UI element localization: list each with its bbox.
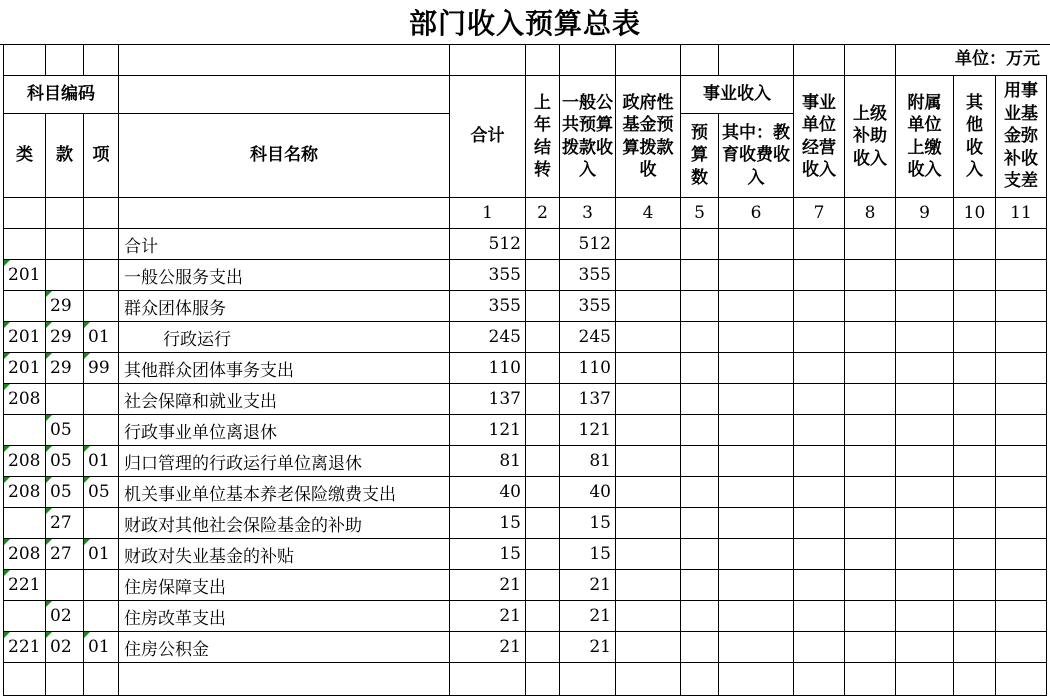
affiliated-value — [896, 508, 954, 539]
gov-fund-value — [616, 384, 681, 415]
budget-amount-value — [681, 353, 719, 384]
affiliated-value — [896, 570, 954, 601]
text-number-marker — [46, 291, 52, 297]
subject-name: 机关事业单位基本养老保险缴费支出 — [119, 477, 450, 508]
carryover-value — [526, 291, 560, 322]
general-budget-value: 40 — [560, 477, 616, 508]
unit-row — [0, 44, 1050, 75]
table-row — [4, 446, 1047, 477]
affiliated-value — [896, 539, 954, 570]
code-xiang: 01 — [84, 446, 119, 477]
code-kuan: 05 — [46, 477, 84, 508]
text-number-marker — [4, 539, 10, 545]
subsidy-value — [845, 260, 896, 291]
affiliated-value — [896, 384, 954, 415]
text-number-marker — [46, 446, 52, 452]
code-lei: 201 — [4, 260, 46, 291]
table-row — [4, 632, 1047, 663]
budget-amount-value — [681, 477, 719, 508]
text-number-marker — [84, 322, 90, 328]
budget-amount-value — [681, 260, 719, 291]
text-number-marker — [4, 632, 10, 638]
general-budget-value: 355 — [560, 260, 616, 291]
business-income-value — [794, 353, 845, 384]
affiliated-value — [896, 322, 954, 353]
other-value — [954, 260, 996, 291]
general-budget-value: 355 — [560, 291, 616, 322]
general-budget-value: 121 — [560, 415, 616, 446]
fund-supplement-value — [996, 601, 1047, 632]
carryover-value — [526, 632, 560, 663]
code-xiang — [84, 508, 119, 539]
other-value — [954, 353, 996, 384]
gov-fund-value — [616, 539, 681, 570]
edu-fee-value — [719, 322, 794, 353]
subject-name: 一般公服务支出 — [119, 260, 450, 291]
subsidy-value — [845, 353, 896, 384]
fund-supplement-value — [996, 384, 1047, 415]
affiliated-value — [896, 229, 954, 260]
subject-name: 行政运行 — [119, 322, 450, 353]
header-general-budget: 一般公共预算拨款收入 — [562, 92, 613, 180]
budget-amount-value — [681, 570, 719, 601]
total-value: 110 — [450, 353, 526, 384]
other-value — [954, 229, 996, 260]
budget-amount-value — [681, 291, 719, 322]
general-budget-value: 21 — [560, 601, 616, 632]
table-row — [4, 353, 1047, 384]
code-kuan — [46, 260, 84, 291]
header-code-group: 科目编码 — [4, 76, 119, 114]
code-kuan — [46, 229, 84, 260]
fund-supplement-value — [996, 353, 1047, 384]
business-income-value — [794, 601, 845, 632]
text-number-marker — [84, 353, 90, 359]
edu-fee-value — [719, 229, 794, 260]
code-xiang — [84, 229, 119, 260]
gov-fund-value — [616, 601, 681, 632]
code-lei — [4, 601, 46, 632]
gov-fund-value — [616, 291, 681, 322]
header-subsidy: 上级补助收入 — [853, 103, 887, 169]
fund-supplement-value — [996, 570, 1047, 601]
header-career-income: 事业收入 — [681, 76, 794, 114]
code-xiang — [84, 291, 119, 322]
budget-amount-value — [681, 322, 719, 353]
gov-fund-value — [616, 260, 681, 291]
carryover-value — [526, 508, 560, 539]
table-row — [4, 291, 1047, 322]
text-number-marker — [46, 539, 52, 545]
code-lei: 221 — [4, 632, 46, 663]
fund-supplement-value — [996, 229, 1047, 260]
code-lei: 201 — [4, 322, 46, 353]
budget-amount-value — [681, 508, 719, 539]
business-income-value — [794, 570, 845, 601]
carryover-value — [526, 260, 560, 291]
affiliated-value — [896, 291, 954, 322]
budget-amount-value — [681, 384, 719, 415]
subject-name: 群众团体服务 — [119, 291, 450, 322]
business-income-value — [794, 539, 845, 570]
business-income-value — [794, 229, 845, 260]
general-budget-value: 245 — [560, 322, 616, 353]
code-lei: 201 — [4, 353, 46, 384]
carryover-value — [526, 446, 560, 477]
col-number: 11 — [996, 198, 1047, 229]
subsidy-value — [845, 322, 896, 353]
edu-fee-value — [719, 446, 794, 477]
table-row — [4, 570, 1047, 601]
edu-fee-value — [719, 384, 794, 415]
subject-name: 归口管理的行政运行单位离退休 — [119, 446, 450, 477]
subject-name: 合计 — [119, 229, 450, 260]
header-other: 其他收入 — [966, 92, 983, 180]
code-kuan: 05 — [46, 446, 84, 477]
table-body — [4, 229, 1047, 663]
business-income-value — [794, 260, 845, 291]
other-value — [954, 384, 996, 415]
subsidy-value — [845, 632, 896, 663]
other-value — [954, 322, 996, 353]
table-row — [4, 415, 1047, 446]
code-kuan: 02 — [46, 601, 84, 632]
general-budget-value: 21 — [560, 570, 616, 601]
subsidy-value — [845, 229, 896, 260]
other-value — [954, 446, 996, 477]
table-row — [4, 539, 1047, 570]
table-row — [4, 601, 1047, 632]
general-budget-value: 512 — [560, 229, 616, 260]
header-name: 科目名称 — [119, 114, 450, 198]
fund-supplement-value — [996, 632, 1047, 663]
code-kuan — [46, 384, 84, 415]
fund-supplement-value — [996, 260, 1047, 291]
table-row — [4, 229, 1047, 260]
header-total: 合计 — [450, 76, 526, 198]
total-value: 15 — [450, 539, 526, 570]
other-value — [954, 570, 996, 601]
edu-fee-value — [719, 632, 794, 663]
text-number-marker — [46, 508, 52, 514]
header-xiang: 项 — [84, 114, 119, 198]
text-number-marker — [46, 322, 52, 328]
subject-name: 财政对失业基金的补贴 — [119, 539, 450, 570]
budget-amount-value — [681, 415, 719, 446]
general-budget-value: 21 — [560, 632, 616, 663]
code-kuan: 05 — [46, 415, 84, 446]
affiliated-value — [896, 415, 954, 446]
total-value: 355 — [450, 260, 526, 291]
header-carryover: 上年结转 — [534, 92, 551, 180]
affiliated-value — [896, 260, 954, 291]
carryover-value — [526, 539, 560, 570]
text-number-marker — [46, 415, 52, 421]
unit-label: 单位：万元 — [955, 49, 1040, 69]
edu-fee-value — [719, 601, 794, 632]
subsidy-value — [845, 570, 896, 601]
budget-amount-value — [681, 229, 719, 260]
business-income-value — [794, 415, 845, 446]
code-xiang: 99 — [84, 353, 119, 384]
subject-name: 行政事业单位离退休 — [119, 415, 450, 446]
fund-supplement-value — [996, 446, 1047, 477]
text-number-marker — [4, 570, 10, 576]
col-number: 2 — [526, 198, 560, 229]
code-kuan: 29 — [46, 291, 84, 322]
other-value — [954, 632, 996, 663]
text-number-marker — [84, 632, 90, 638]
text-number-marker — [46, 353, 52, 359]
code-lei: 208 — [4, 539, 46, 570]
table-row — [4, 322, 1047, 353]
subsidy-value — [845, 601, 896, 632]
fund-supplement-value — [996, 291, 1047, 322]
code-lei — [4, 291, 46, 322]
budget-amount-value — [681, 446, 719, 477]
header-gov-fund: 政府性基金预算拨款收 — [622, 92, 674, 180]
gov-fund-value — [616, 508, 681, 539]
edu-fee-value — [719, 539, 794, 570]
total-value: 81 — [450, 446, 526, 477]
subsidy-value — [845, 539, 896, 570]
gov-fund-value — [616, 632, 681, 663]
general-budget-value: 110 — [560, 353, 616, 384]
subject-name: 住房改革支出 — [119, 601, 450, 632]
col-number: 8 — [845, 198, 896, 229]
subsidy-value — [845, 477, 896, 508]
code-lei: 208 — [4, 477, 46, 508]
gov-fund-value — [616, 353, 681, 384]
affiliated-value — [896, 353, 954, 384]
general-budget-value: 137 — [560, 384, 616, 415]
edu-fee-value — [719, 260, 794, 291]
code-xiang — [84, 601, 119, 632]
code-lei — [4, 229, 46, 260]
affiliated-value — [896, 601, 954, 632]
fund-supplement-value — [996, 322, 1047, 353]
edu-fee-value — [719, 570, 794, 601]
table-row — [4, 384, 1047, 415]
budget-amount-value — [681, 632, 719, 663]
code-kuan: 29 — [46, 353, 84, 384]
col-number: 5 — [681, 198, 719, 229]
table-row — [4, 508, 1047, 539]
edu-fee-value — [719, 353, 794, 384]
text-number-marker — [84, 539, 90, 545]
business-income-value — [794, 477, 845, 508]
gov-fund-value — [616, 477, 681, 508]
header-budget-amount: 预算数 — [691, 122, 708, 188]
text-number-marker — [4, 322, 10, 328]
other-value — [954, 477, 996, 508]
business-income-value — [794, 508, 845, 539]
code-kuan: 29 — [46, 322, 84, 353]
edu-fee-value — [719, 415, 794, 446]
subject-name: 其他群众团体事务支出 — [119, 353, 450, 384]
carryover-value — [526, 229, 560, 260]
code-xiang: 01 — [84, 539, 119, 570]
header-fund-supplement: 用事业基金弥补收支差 — [1004, 81, 1038, 192]
code-lei — [4, 415, 46, 446]
table-title: 部门收入预算总表 — [0, 0, 1050, 45]
other-value — [954, 539, 996, 570]
budget-amount-value — [681, 601, 719, 632]
col-number: 1 — [450, 198, 526, 229]
fund-supplement-value — [996, 477, 1047, 508]
subsidy-value — [845, 291, 896, 322]
subject-name: 住房保障支出 — [119, 570, 450, 601]
text-number-marker — [4, 446, 10, 452]
budget-amount-value — [681, 539, 719, 570]
business-income-value — [794, 322, 845, 353]
code-xiang: 01 — [84, 322, 119, 353]
text-number-marker — [84, 446, 90, 452]
affiliated-value — [896, 632, 954, 663]
edu-fee-value — [719, 477, 794, 508]
subject-name: 住房公积金 — [119, 632, 450, 663]
budget-table — [3, 75, 1047, 696]
total-value: 15 — [450, 508, 526, 539]
subject-name: 财政对其他社会保险基金的补助 — [119, 508, 450, 539]
total-value: 21 — [450, 632, 526, 663]
text-number-marker — [46, 632, 52, 638]
gov-fund-value — [616, 446, 681, 477]
col-number: 7 — [794, 198, 845, 229]
subsidy-value — [845, 446, 896, 477]
subject-name: 社会保障和就业支出 — [119, 384, 450, 415]
carryover-value — [526, 415, 560, 446]
fund-supplement-value — [996, 539, 1047, 570]
carryover-value — [526, 322, 560, 353]
fund-supplement-value — [996, 508, 1047, 539]
code-xiang: 01 — [84, 632, 119, 663]
subsidy-value — [845, 415, 896, 446]
code-lei: 208 — [4, 384, 46, 415]
text-number-marker — [84, 477, 90, 483]
col-number: 10 — [954, 198, 996, 229]
col-number: 9 — [896, 198, 954, 229]
code-xiang — [84, 570, 119, 601]
text-number-marker — [46, 601, 52, 607]
other-value — [954, 508, 996, 539]
col-number: 4 — [616, 198, 681, 229]
total-value: 40 — [450, 477, 526, 508]
total-value: 137 — [450, 384, 526, 415]
text-number-marker — [46, 477, 52, 483]
code-kuan: 27 — [46, 508, 84, 539]
gov-fund-value — [616, 570, 681, 601]
text-number-marker — [4, 260, 10, 266]
gov-fund-value — [616, 229, 681, 260]
table-row — [4, 260, 1047, 291]
header-edu-fee: 其中：教育收费收入 — [722, 122, 790, 188]
code-xiang: 05 — [84, 477, 119, 508]
table-row — [4, 477, 1047, 508]
affiliated-value — [896, 446, 954, 477]
header-kuan: 款 — [46, 114, 84, 198]
header-lei: 类 — [4, 114, 46, 198]
total-value: 512 — [450, 229, 526, 260]
code-lei: 221 — [4, 570, 46, 601]
total-value: 21 — [450, 570, 526, 601]
text-number-marker — [4, 384, 10, 390]
code-xiang — [84, 260, 119, 291]
code-kuan — [46, 570, 84, 601]
general-budget-value: 15 — [560, 508, 616, 539]
code-xiang — [84, 384, 119, 415]
text-number-marker — [4, 353, 10, 359]
business-income-value — [794, 384, 845, 415]
code-xiang — [84, 415, 119, 446]
code-lei: 208 — [4, 446, 46, 477]
total-value: 355 — [450, 291, 526, 322]
other-value — [954, 601, 996, 632]
affiliated-value — [896, 477, 954, 508]
other-value — [954, 291, 996, 322]
header-affiliated: 附属单位上缴收入 — [907, 92, 942, 180]
general-budget-value: 15 — [560, 539, 616, 570]
carryover-value — [526, 601, 560, 632]
total-value: 245 — [450, 322, 526, 353]
business-income-value — [794, 632, 845, 663]
total-value: 21 — [450, 601, 526, 632]
carryover-value — [526, 384, 560, 415]
carryover-value — [526, 570, 560, 601]
code-kuan: 27 — [46, 539, 84, 570]
business-income-value — [794, 446, 845, 477]
subsidy-value — [845, 508, 896, 539]
other-value — [954, 415, 996, 446]
business-income-value — [794, 291, 845, 322]
carryover-value — [526, 353, 560, 384]
header-business-income: 事业单位经营收入 — [802, 92, 836, 180]
code-kuan: 02 — [46, 632, 84, 663]
gov-fund-value — [616, 322, 681, 353]
fund-supplement-value — [996, 415, 1047, 446]
text-number-marker — [4, 477, 10, 483]
col-number: 3 — [560, 198, 616, 229]
carryover-value — [526, 477, 560, 508]
col-number: 6 — [719, 198, 794, 229]
subsidy-value — [845, 384, 896, 415]
general-budget-value: 81 — [560, 446, 616, 477]
total-value: 121 — [450, 415, 526, 446]
code-lei — [4, 508, 46, 539]
edu-fee-value — [719, 291, 794, 322]
edu-fee-value — [719, 508, 794, 539]
gov-fund-value — [616, 415, 681, 446]
